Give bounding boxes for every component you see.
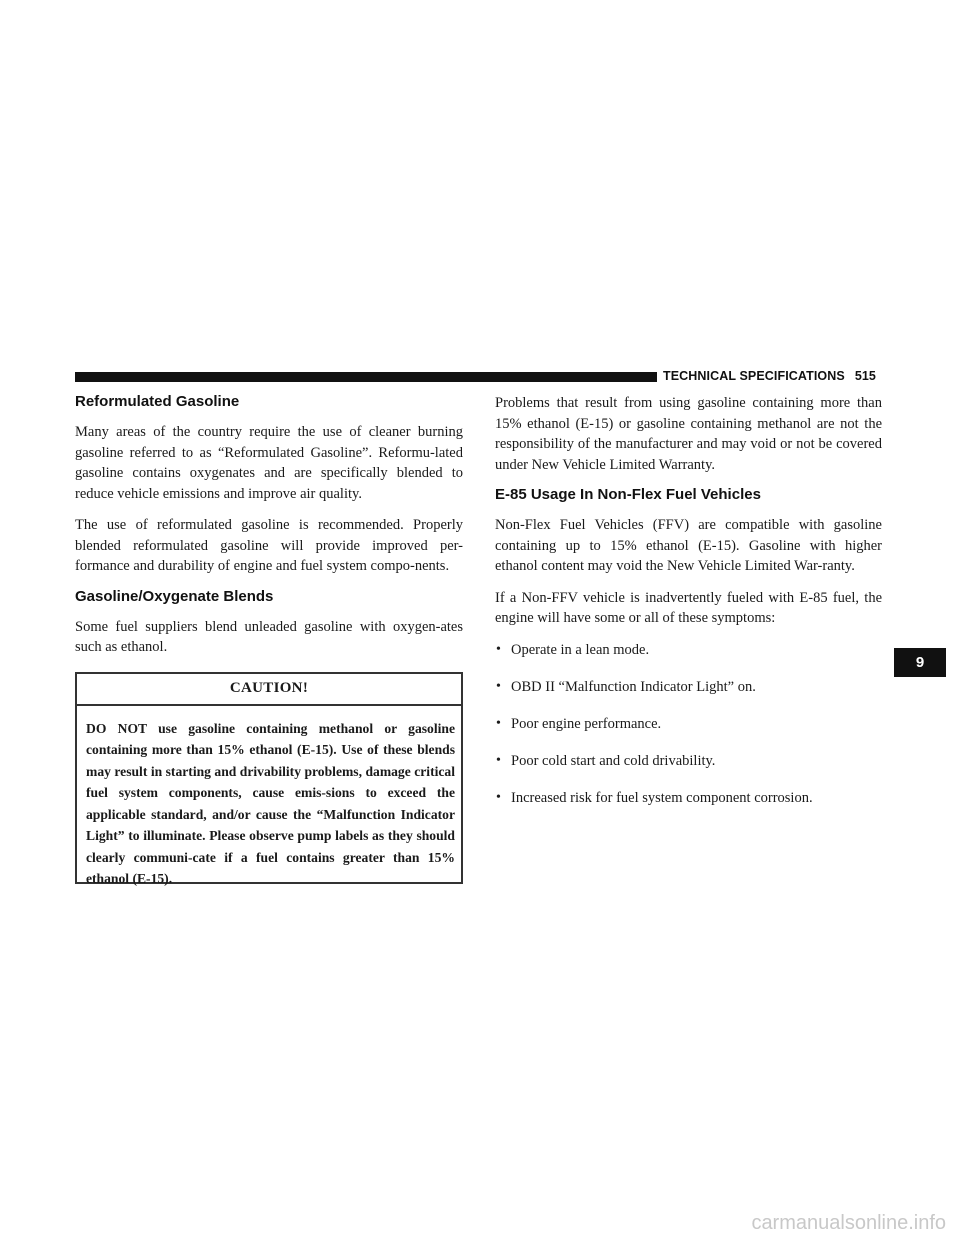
paragraph-problems-warranty: Problems that result from using gasoline containing more than 15% ethanol (E-15) or gasoline containing methanol are not the responsibility of the manufacturer and may void or not be covered under New Vehicle Limited Warranty. — [495, 395, 882, 473]
heading-reformulated-gasoline: Reformulated Gasoline — [75, 393, 240, 410]
list-item-text: Poor engine performance. — [511, 715, 662, 732]
right-column — [495, 393, 882, 825]
heading-e85-usage: E-85 Usage In Non-Flex Fuel Vehicles — [495, 486, 761, 503]
bullet-icon: • — [496, 678, 501, 694]
bullet-icon: • — [496, 752, 501, 768]
bullet-icon: • — [496, 715, 501, 731]
paragraph-reformulated-intro: Many areas of the country require the use of cleaner burning gasoline referred to as “Reformulated Gasoline”. Reformu-lated gasoline contains oxygenates and are specifically blended to reduce vehicle emissions and improve air quality. — [75, 424, 463, 502]
caution-text: DO NOT use gasoline containing methanol or gasoline containing more than 15% ethanol (E-15). Use of these blends may result in starting and drivability problems, damage critical fuel system components, cause emis-sions to exceed the applicable standard, and/or cause the “Malfunction Indicator Light” to illuminate. Please observe pump labels as they should clearly communi-cate if a fuel contains greater than 15% ethanol (E-15). — [86, 720, 455, 886]
list-item-text: Poor cold start and cold drivability. — [511, 752, 716, 769]
watermark: carmanualsonline.info — [751, 1212, 946, 1234]
paragraph-symptoms-intro: If a Non-FFV vehicle is inadvertently fueled with E-85 fuel, the engine will have some or all of these symptoms: — [495, 589, 882, 626]
heading-oxygenate-blends: Gasoline/Oxygenate Blends — [75, 587, 274, 605]
list-item — [495, 640, 882, 660]
list-item — [495, 714, 882, 734]
list-item-text: Increased risk for fuel system component corrosion. — [511, 789, 813, 806]
symptom-list — [495, 640, 882, 808]
bullet-icon: • — [496, 641, 501, 657]
page-number: 515 — [854, 369, 876, 383]
header-rule — [75, 372, 657, 382]
paragraph-ffv-compatibility: Non-Flex Fuel Vehicles (FFV) are compatible with gasoline containing up to 15% ethanol (E-15). Gasoline with higher ethanol content may void the New Vehicle Limited War-ranty. — [495, 517, 882, 574]
list-item-text: OBD II “Malfunction Indicator Light” on. — [511, 678, 756, 695]
paragraph-reformulated-recommendation: The use of reformulated gasoline is recommended. Properly blended reformulated gasoline will provide improved per-formance and durability of engine and fuel system compo-nents. — [75, 517, 463, 574]
list-item — [495, 788, 882, 808]
running-header — [663, 369, 947, 383]
caution-title: CAUTION! — [77, 674, 461, 706]
list-item — [495, 677, 882, 697]
list-item — [495, 751, 882, 771]
caution-box — [75, 672, 463, 884]
paragraph-oxygenate-blends: Some fuel suppliers blend unleaded gasoline with oxygen-ates such as ethanol. — [75, 618, 463, 655]
section-title: TECHNICAL SPECIFICATIONS — [663, 369, 845, 383]
left-column — [75, 393, 463, 884]
bullet-icon: • — [496, 789, 501, 805]
chapter-tab: 9 — [894, 648, 946, 677]
list-item-text: Operate in a lean mode. — [511, 641, 650, 658]
